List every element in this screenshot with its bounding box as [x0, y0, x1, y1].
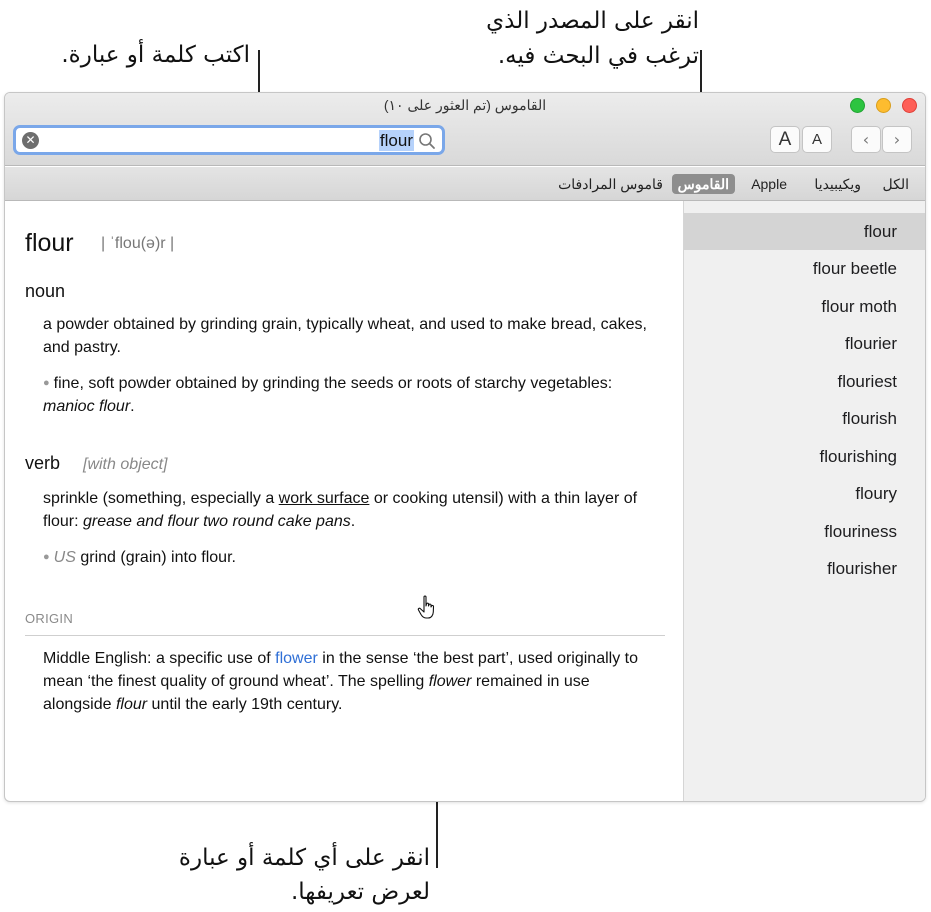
close-button[interactable]: [902, 98, 917, 113]
verb-grammar: [with object]: [83, 456, 168, 473]
result-item[interactable]: flouriest: [837, 372, 897, 391]
result-item[interactable]: flourish: [842, 409, 897, 428]
result-item[interactable]: floury: [855, 484, 897, 503]
origin-link-flower[interactable]: flower: [275, 650, 318, 667]
origin-label: ORIGIN: [25, 611, 74, 626]
minimize-button[interactable]: [876, 98, 891, 113]
noun-subsense-text[interactable]: fine, soft powder obtained by grinding the seeds or roots of starchy vegetables:: [53, 375, 613, 392]
result-item[interactable]: flour beetle: [812, 259, 897, 278]
noun-subsense[interactable]: [43, 372, 655, 418]
scope-dictionary[interactable]: القاموس: [672, 174, 735, 194]
origin-text-4[interactable]: until the early 19th century.: [147, 696, 343, 713]
forward-button[interactable]: ›: [882, 126, 912, 153]
region-label: US: [53, 549, 76, 566]
noun-label: noun: [25, 281, 66, 301]
definition-callout-line2: لعرض تعريفها.: [290, 879, 430, 905]
search-input[interactable]: flour: [379, 131, 413, 150]
scope-all[interactable]: الكل: [882, 176, 909, 192]
headword: flour: [25, 229, 74, 257]
search-field[interactable]: [13, 125, 445, 155]
scope-wikipedia[interactable]: ويكيبيديا: [814, 176, 861, 192]
back-button[interactable]: ‹: [851, 126, 881, 153]
origin-italic-2[interactable]: flour: [115, 696, 148, 713]
origin-text-2[interactable]: in the sense ‘the best part’, used originally to mean ‘the finest quality of ground wheat’. The spelling: [43, 650, 638, 690]
pronunciation: | ˈflou(ə)r |: [101, 235, 175, 252]
noun-example[interactable]: manioc flour: [43, 398, 131, 415]
noun-subsense-end: .: [130, 398, 135, 415]
result-item[interactable]: flourishing: [819, 447, 897, 466]
origin-italic-1[interactable]: flower: [428, 673, 472, 690]
origin-text-1[interactable]: Middle English: a specific use of: [43, 650, 276, 667]
verb-example[interactable]: grease and flour two round cake pans: [83, 513, 351, 530]
dictionary-window: [4, 92, 926, 802]
font-larger-button[interactable]: A: [770, 126, 800, 153]
scope-thesaurus[interactable]: قاموس المرادفات: [558, 176, 663, 192]
font-smaller-button[interactable]: A: [802, 126, 832, 153]
hovered-word-link[interactable]: work surface: [278, 490, 370, 507]
magnifier-icon: [418, 132, 436, 150]
verb-definition-end: .: [350, 513, 356, 530]
source-callout-line1: انقر على المصدر الذي: [486, 8, 699, 34]
result-item[interactable]: flour moth: [821, 297, 897, 316]
clear-icon[interactable]: ✕: [22, 132, 39, 149]
source-callout-line2: ترغب في البحث فيه.: [497, 43, 699, 69]
result-item[interactable]: flourisher: [827, 559, 897, 578]
scope-apple[interactable]: Apple: [751, 176, 787, 192]
bullet-icon: ●: [43, 551, 50, 563]
verb-definition[interactable]: [43, 487, 655, 533]
title-bar: [5, 93, 925, 166]
bullet-icon: ●: [43, 377, 50, 389]
zoom-button[interactable]: [850, 98, 865, 113]
results-sidebar: [683, 201, 925, 801]
window-title: القاموس (تم العثور على ١٠): [383, 97, 547, 113]
pointing-hand-cursor-icon: [417, 595, 439, 621]
origin-text[interactable]: [43, 647, 655, 716]
verb-subsense[interactable]: [43, 546, 655, 569]
verb-definition-pre[interactable]: sprinkle (something, especially a: [43, 490, 279, 507]
verb-subsense-text[interactable]: grind (grain) into flour.: [75, 549, 236, 566]
definition-callout-line1: انقر على أي كلمة أو عبارة: [178, 845, 430, 871]
definition-pane: [5, 201, 685, 801]
result-item[interactable]: flouriness: [824, 522, 897, 541]
noun-definition[interactable]: a powder obtained by grinding grain, typically wheat, and used to make bread, cakes, and pastry.: [43, 316, 647, 356]
verb-definition-post[interactable]: or cooking utensil) with a thin layer of flour:: [43, 490, 638, 530]
search-callout: اكتب كلمة أو عبارة.: [61, 42, 250, 68]
origin-divider: [25, 635, 665, 636]
origin-text-3[interactable]: remained in use alongside: [43, 673, 590, 713]
verb-label: verb: [25, 453, 61, 473]
source-scope-bar: [5, 167, 925, 201]
result-item[interactable]: flour: [684, 213, 925, 250]
result-item[interactable]: flourier: [845, 334, 897, 353]
